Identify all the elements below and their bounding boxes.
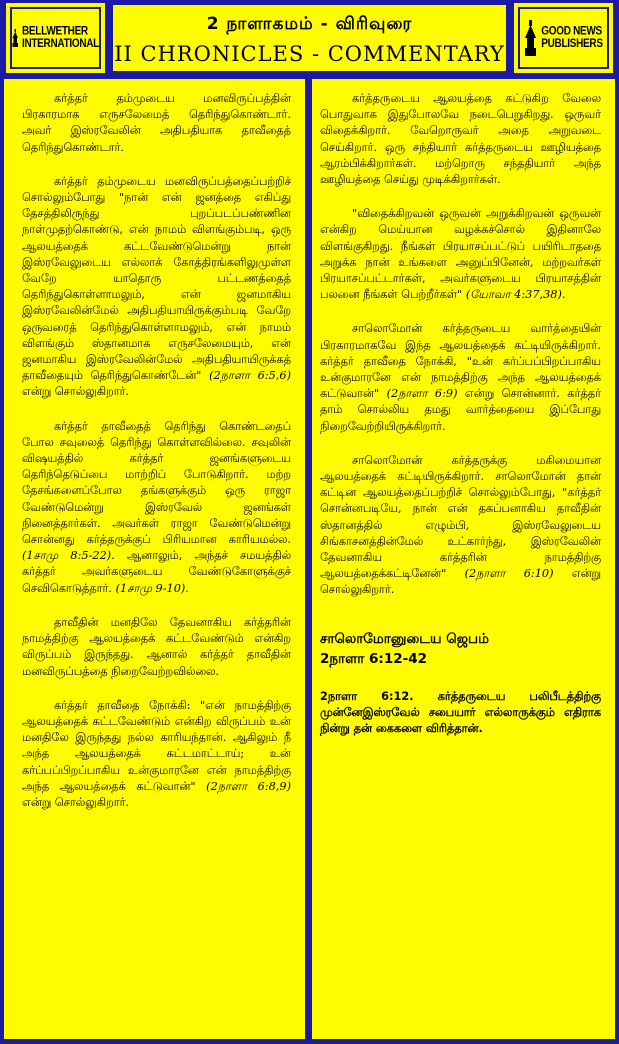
logo-line-1: GOOD NEWS bbox=[541, 25, 602, 38]
scripture-reference: (2நாளா 6:5,6) bbox=[209, 369, 291, 383]
paragraph-text: கர்த்தருடைய ஆலயத்தை கட்டுகிற வேலை பொதுவாக இதுபோலவே நடைபெறுகிறது. ஒருவர் விதைக்கிறார். வேறொருவர் அதை அறுவடை செய்கிறார். ஒரு சந்தியார் கர்த்தருடைய ஊழியத்தை ஆரம்பிக்கிறார்கள். மற்றொரு சந்ததியார் அந்த ஊழியத்தை செய்து முடிக்கிறார்கள். bbox=[320, 92, 601, 187]
bell-tower-icon bbox=[12, 20, 19, 56]
paragraph bbox=[22, 698, 291, 811]
logo-line-2: INTERNATIONAL bbox=[21, 38, 99, 51]
logo-line-2: PUBLISHERS bbox=[541, 38, 603, 51]
section-title: சாலொமோனுடைய ஜெபம் bbox=[320, 630, 489, 647]
paragraph-text: கர்த்தர் தாவீதைத் தெரிந்து கொண்டதைப் போல சவுலைத் தெரிந்து கொள்ளவில்லை. சவுலின் விஷயத்தில் கர்த்தர் ஜனங்களுடைய தெரிந்தெடுப்பை மாற்றிப் போடுகிறார். மற்ற தேசங்களைப்போல தங்களுக்கும் ஒரு ராஜா வேண்டுமென்று இஸ்ரவேல் ஜனங்கள் நினைத்தார்கள். அவர்கள் ராஜா வேண்டுமென்று சொன்னது கர்த்தருக்குப் பிரியமான காரியமல்ல. bbox=[22, 419, 291, 547]
title-banner bbox=[111, 3, 508, 73]
paragraph-text: கர்த்தர் தம்முடைய மனவிருப்பத்தின் பிரகாரமாக எருசலேமைத் தெரிந்துகொண்டார். அவர் இஸ்ரவேலின் அதிபதியாக தாவீதைத் தெரிந்துகொண்டார். bbox=[22, 92, 291, 154]
verse-reference: 2நாளா 6:12. bbox=[320, 689, 414, 703]
bellwether-logo bbox=[6, 3, 105, 73]
tower-icon bbox=[524, 20, 538, 56]
scripture-reference: (1சாமு 8:5-22). bbox=[22, 549, 115, 563]
paragraph bbox=[22, 419, 291, 597]
scripture-reference: (2நாளா 6:8,9) bbox=[206, 779, 291, 793]
scripture-reference: (2நாளா 6:10) bbox=[464, 567, 554, 581]
title-tamil: 2 நாளாகமம் - விரிவுரை bbox=[206, 14, 413, 34]
paragraph-text: "விதைக்கிறவன் ஒருவன் அறுக்கிறவன் ஒருவன் என்கிற மெய்யான வழக்கச்சொல் இதினாலே விளங்குகிறது. நீங்கள் பிரயாசப்பட்டுப் பயிரிடாததை அறுக்க நான் உங்களை அனுப்பினேன், மற்றவர்கள் பிரயாசப்பட்டார்கள், அவர்களுடைய பிரயாசத்தின் பலனை நீங்கள் பெற்றீர்கள்" bbox=[320, 207, 601, 302]
paragraph bbox=[22, 91, 291, 156]
title-english: II CHRONICLES - COMMENTARY bbox=[114, 42, 505, 66]
paragraph-text: தாவீதின் மனதிலே தேவனாகிய கர்த்தரின் நாமத்திற்கு ஆலயத்தைக் கட்டவேண்டும் என்கிற விருப்பம் இருந்தது. ஆனால் கர்த்தர் தாவீதின் மனவிருப்பத்தை நிறைவேற்றவில்லை. bbox=[22, 615, 291, 678]
good-news-logo-text bbox=[541, 25, 602, 50]
paragraph-text: என்று சொல்லுகிறார். bbox=[22, 385, 130, 399]
paragraph bbox=[320, 453, 601, 599]
logo-line-1: BELLWETHER bbox=[21, 25, 88, 38]
paragraph bbox=[22, 615, 291, 680]
paragraph-text: என்று சொல்லுகிறார். bbox=[22, 795, 130, 809]
section-reference: 2நாளா 6:12-42 bbox=[320, 650, 428, 667]
verse-text bbox=[320, 689, 601, 738]
paragraph-text: சாலொமோன் கர்த்தருக்கு மகிமையான ஆலயத்தைக் கட்டியிருக்கிறார். சாலொமோன் தான் கட்டின ஆலயத்தைப்பற்றிச் சொல்லும்போது, "கர்த்தர் சொன்னபடியே, நான் என் தகப்பனாகிய தாவீதின் ஸ்தானத்தில் எழும்பி, இஸ்ரவேலுடைய சிங்காசனத்தின்மேல் உட்கார்ந்து, இஸ்ரவேலின் தேவனாகிய கர்த்தரின் நாமத்திற்கு ஆலயத்தைக்கட்டினேன்" bbox=[320, 453, 601, 581]
paragraph bbox=[320, 321, 601, 434]
paragraph-text: என்று சொன்னார். கர்த்தர் தாம் சொல்லிய தமது வார்த்தையை இப்போது நிறைவேற்றியிருக்கிறார். bbox=[320, 387, 602, 433]
paragraph bbox=[320, 91, 601, 188]
paragraph-text: சாலொமோன் கர்த்தருடைய வார்த்தையின் பிரகாரமாகவே இந்த ஆலயத்தைக் கட்டியிருக்கிறார். கர்த்தர் தாவீதை நோக்கி, "உன் கர்ப்பப்பிறப்பாகிய உன்குமாரனே என் நாமத்திற்கு அந்த ஆலயத்தைக் கட்டுவான்" bbox=[320, 322, 601, 401]
paragraph bbox=[320, 206, 601, 303]
scripture-reference: (2நாளா 6:9) bbox=[386, 387, 458, 401]
right-column bbox=[312, 79, 615, 1039]
paragraph-text: கர்த்தர் தாவீதை நோக்கி: "என் நாமத்திற்கு ஆலயத்தைக் கட்டவேண்டும் என்கிற விருப்பம் உன் மனதிலே இருந்தது நல்ல காரியந்தான். ஆகிலும் நீ அந்த ஆலயத்தைக் கட்டமாட்டாய்; உன் கர்ப்பப்பிறப்பாகிய உன்குமாரனே என் நாமத்திற்கு அந்த ஆலயத்தைக் கட்டுவான்" bbox=[22, 698, 291, 793]
paragraph bbox=[22, 174, 291, 401]
paragraph-text: என்று சொல்லுகிறார். bbox=[320, 567, 601, 597]
page-header bbox=[4, 3, 615, 73]
paragraph-text: ஆனாலும், அந்தச் சமயத்தில் கர்த்தர் அவர்களுடைய வேண்டுகோளுக்குச் செவிகொடுத்தார். bbox=[22, 549, 291, 595]
paragraph-text: கர்த்தர் தம்முடைய மனவிருப்பத்தைப்பற்றிச் சொல்லும்போது "நான் என் ஜனத்தை எகிப்து தேசத்திலிருந்து புறப்படப்பண்ணின நாள்முதற்கொண்டு, என் நாமம் விளங்கும்படி, ஒரு ஆலயத்தைக் கட்டவேண்டுமென்று நான் இஸ்ரவேலுடைய எல்லாக் கோத்திரங்களிலுமுள்ள வேறே யாதொரு பட்டணத்தைத் தெரிந்துகொள்ளாமலும், என் ஜனமாகிய இஸ்ரவேலின்மேல் அதிபதியாயிருக்கும்படி வேறே ஒருவரைத் தெரிந்துகொள்ளாமலும், என் நாமம் விளங்கும் ஸ்தானமாக எருசலேமையும், என் ஜனமாகிய இஸ்ரவேலின்மேல் அதிபதியாயிருக்கத் தாவீதையும் தெரிந்துகொண்டேன்" bbox=[22, 174, 291, 383]
scripture-reference: (1சாமு 9-10). bbox=[115, 581, 189, 595]
bellwether-logo-text bbox=[22, 25, 99, 50]
verse-body: கர்த்தருடைய பலிபீடத்திற்கு முன்னேஇஸ்ரவேல் சபையார் எல்லாருக்கும் எதிராக நின்று தன் கைகளை விரித்தான். bbox=[320, 689, 601, 736]
section-heading bbox=[320, 629, 601, 669]
scripture-reference: (யோவா 4:37,38). bbox=[465, 288, 566, 302]
left-column bbox=[4, 79, 305, 1039]
good-news-logo bbox=[514, 3, 613, 73]
